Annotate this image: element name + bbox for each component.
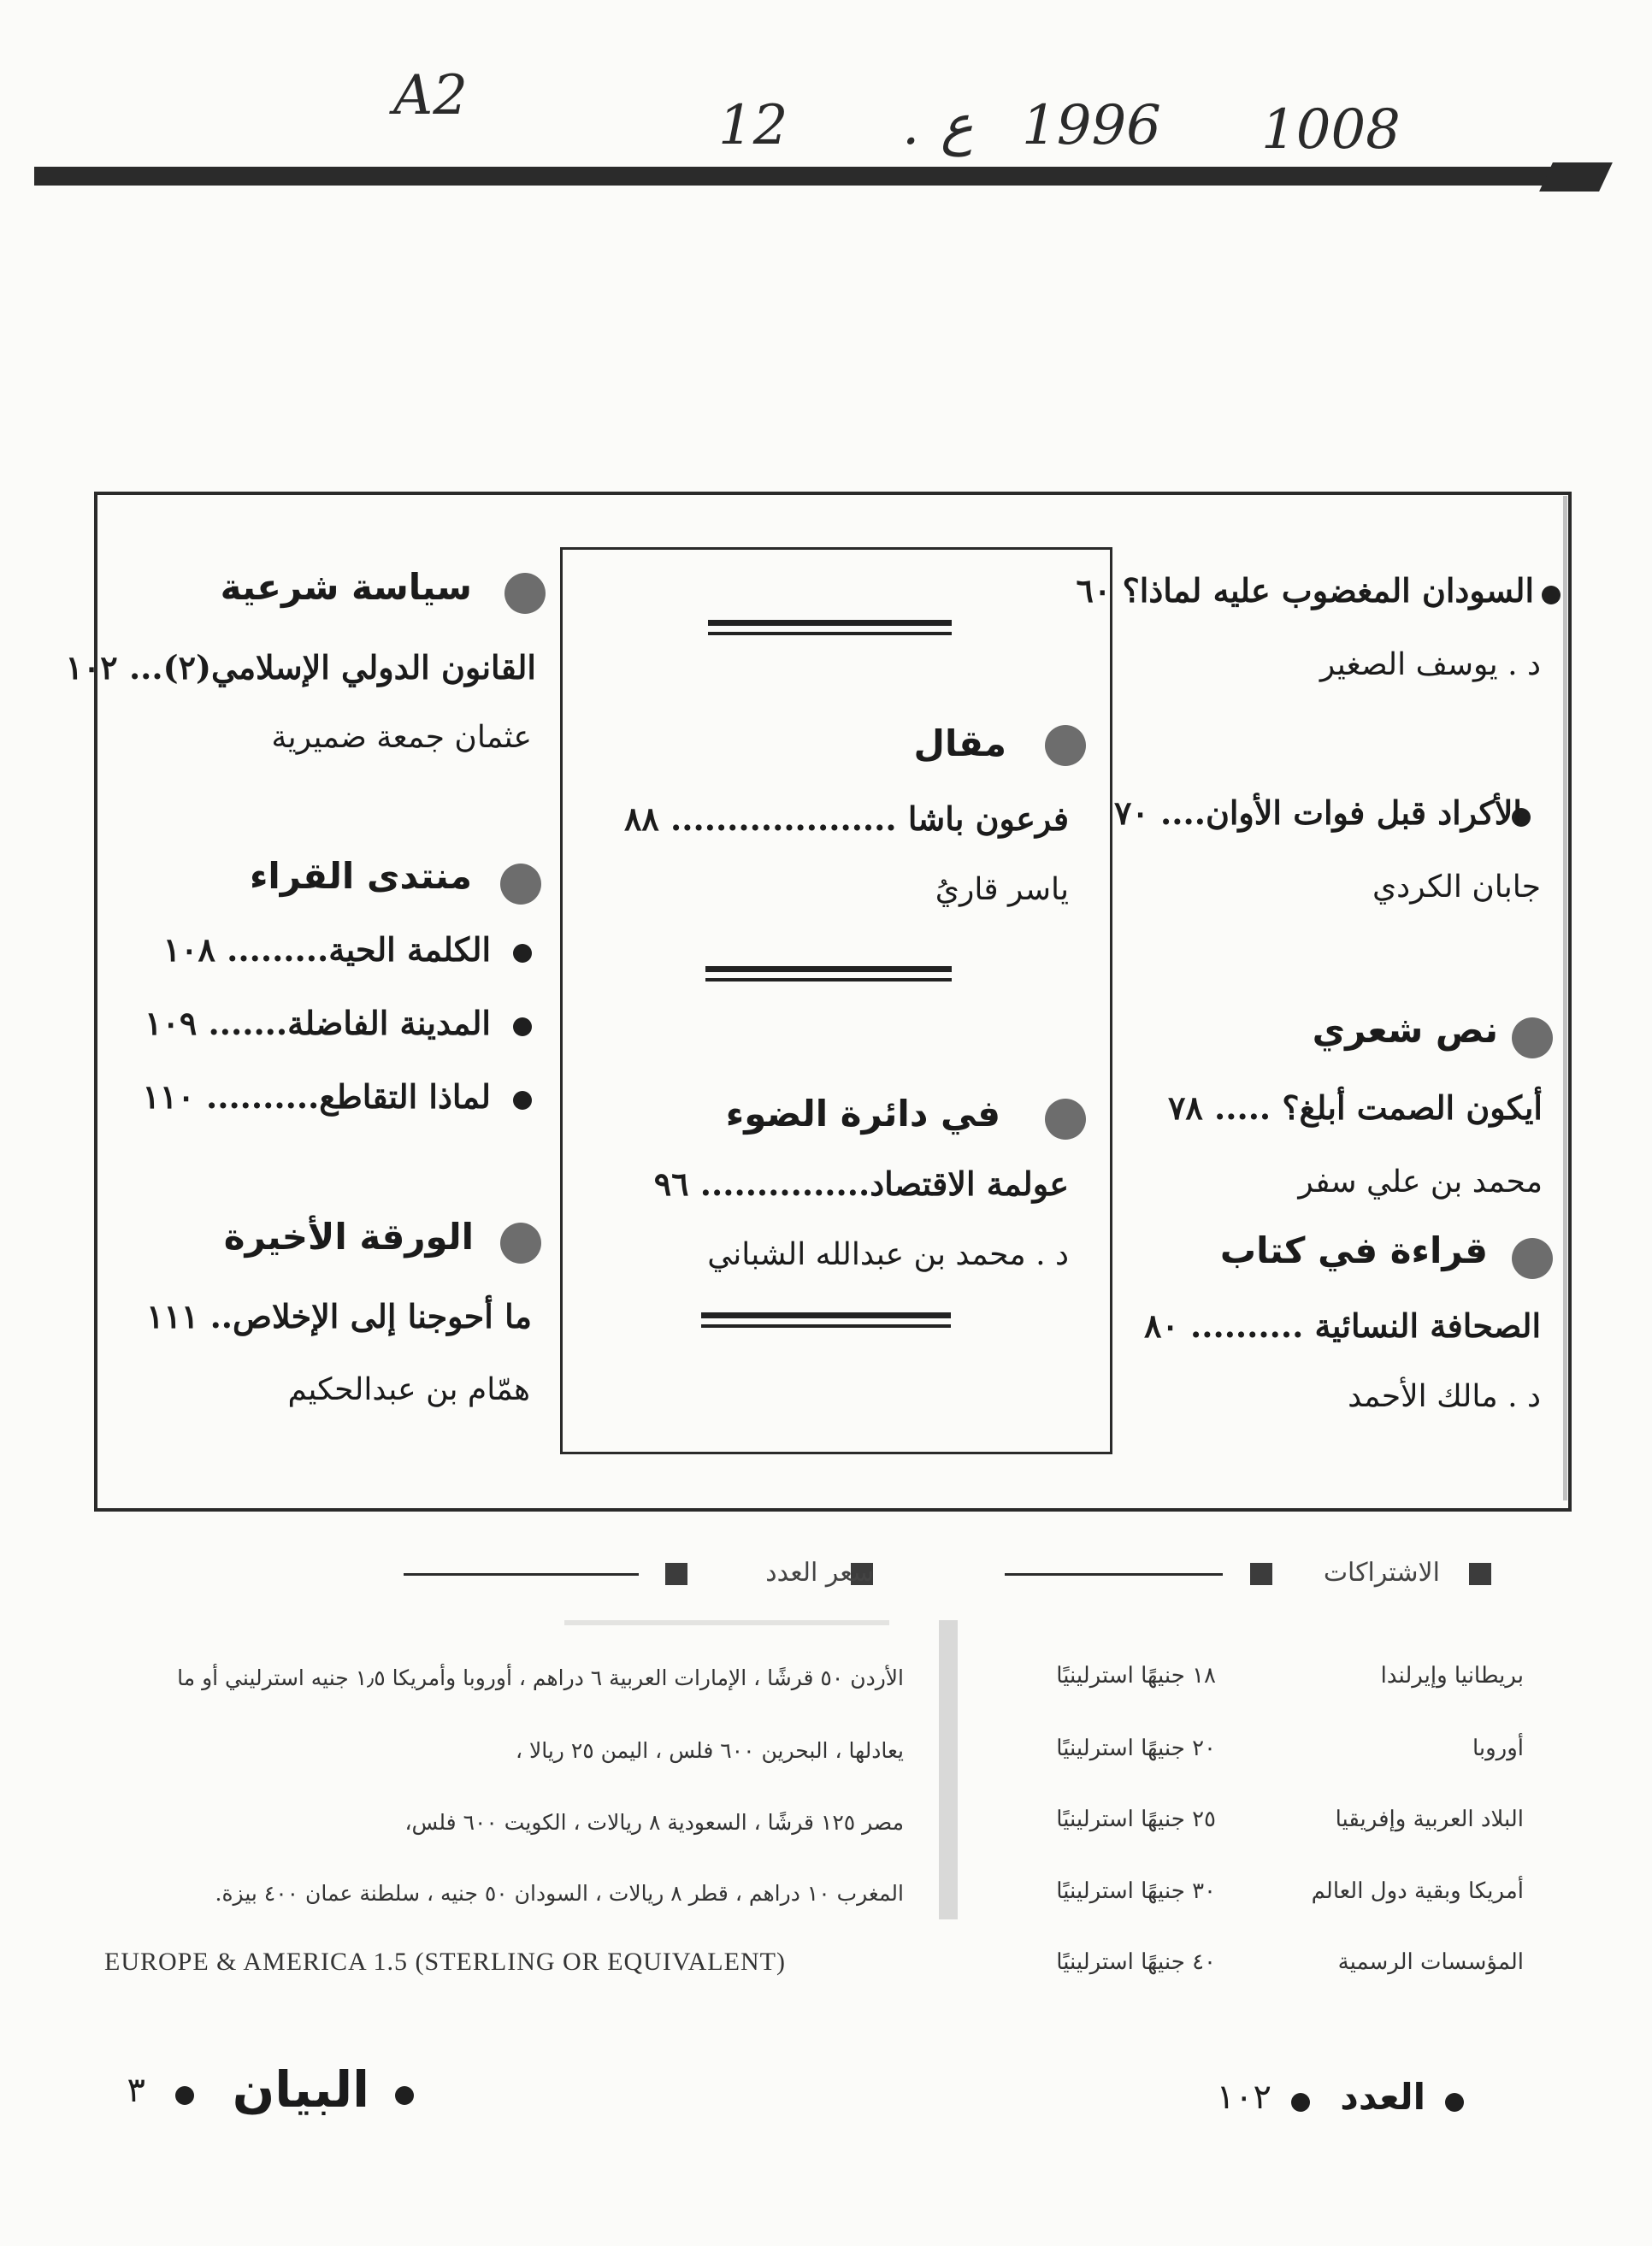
entry-title: الكلمة الحية......... — [227, 930, 491, 969]
toc-entry[interactable] — [1168, 1088, 1543, 1127]
handwritten-ref: 1008 — [1261, 98, 1401, 162]
toc-entry[interactable] — [1077, 571, 1534, 610]
entry-author: د . مالك الأحمد — [1348, 1379, 1541, 1414]
header-rule — [34, 167, 1556, 186]
section-title: نص شعري — [1312, 1009, 1498, 1051]
scan-speck — [1563, 496, 1567, 1500]
section-title: الورقة الأخيرة — [223, 1216, 474, 1258]
section-title: قراءة في كتاب — [1219, 1229, 1488, 1271]
entry-page: ١١١ — [146, 1297, 199, 1335]
section-title: سياسة شرعية — [220, 566, 472, 608]
entry-title: الصحافة النسائية .......... — [1190, 1306, 1541, 1345]
section-bullet-icon — [1045, 725, 1086, 766]
section-bullet-icon — [504, 573, 546, 614]
magazine-logo: البيان — [232, 2060, 369, 2119]
entry-page: ١٠٢ — [65, 648, 118, 687]
bullet-icon — [513, 1017, 532, 1036]
issue-number: ١٠٢ — [1216, 2078, 1271, 2117]
entry-page: ٦٠ — [1076, 571, 1112, 610]
toc-entry[interactable] — [146, 1297, 532, 1335]
bullet-icon — [1445, 2093, 1464, 2112]
sub-price: ١٨ جنيهًا استرلينيًا — [1056, 1663, 1216, 1689]
section-title: مقال — [913, 722, 1006, 764]
issue-price-line: مصر ١٢٥ قرشًا ، السعودية ٨ ريالات ، الكويت ٦٠٠ فلس، — [404, 1810, 904, 1835]
entry-title: الأكراد قبل فوات الأوان.... — [1160, 793, 1522, 832]
entry-author: ياسر قاريُ — [935, 872, 1069, 907]
sub-region: أوروبا — [1472, 1736, 1524, 1761]
section-bullet-icon — [500, 1223, 541, 1264]
sub-price: ٤٠ جنيهًا استرلينيًا — [1056, 1949, 1216, 1975]
entry-title: القانون الدولي الإسلامي(٢)... — [128, 648, 536, 687]
toc-entry[interactable] — [624, 799, 1069, 838]
double-rule — [705, 966, 952, 982]
entry-title: المدينة الفاضلة....... — [208, 1004, 491, 1042]
toc-entry[interactable] — [654, 1164, 1069, 1203]
sub-price: ٣٠ جنيهًا استرلينيًا — [1056, 1878, 1216, 1904]
entry-author: محمد بن علي سفر — [1298, 1164, 1543, 1200]
issue-price-line: يعادلها ، البحرين ٦٠٠ فلس ، اليمن ٢٥ ريالا ، — [515, 1738, 904, 1763]
divider — [404, 1573, 639, 1576]
entry-page: ٩٦ — [653, 1164, 689, 1203]
handwritten-year: 1996 — [1022, 94, 1161, 157]
page-number: ٣ — [127, 2071, 145, 2110]
sub-price: ٢٠ جنيهًا استرلينيًا — [1056, 1736, 1216, 1761]
entry-page: ١٠٨ — [162, 930, 215, 969]
handwritten-number: 12 — [718, 94, 788, 157]
header-rule-end — [1539, 162, 1613, 192]
entry-title: عولمة الاقتصاد............... — [699, 1164, 1069, 1203]
toc-entry[interactable] — [1114, 793, 1522, 832]
entry-title: أيكون الصمت أبلغ؟ ..... — [1214, 1088, 1543, 1127]
entry-page: ٨٠ — [1143, 1306, 1179, 1345]
section-bullet-icon — [1045, 1099, 1086, 1140]
bullet-icon — [1542, 586, 1561, 604]
sub-region: البلاد العربية وإفريقيا — [1335, 1807, 1524, 1832]
bullet-icon — [175, 2086, 194, 2105]
scan-speck — [564, 1620, 889, 1625]
scan-speck — [939, 1620, 958, 1919]
issue-price-latin: EUROPE & AMERICA 1.5 (STERLING OR EQUIVALENT) — [104, 1948, 786, 1976]
entry-page: ١١٠ — [142, 1077, 195, 1116]
toc-entry[interactable] — [1144, 1306, 1541, 1345]
issue-price-line: الأردن ٥٠ قرشًا ، الإمارات العربية ٦ دراهم ، أوروبا وأمريكا ١٫٥ جنيه استرليني أو ما — [177, 1665, 904, 1690]
square-icon — [1250, 1563, 1272, 1585]
handwritten-month: ع — [941, 94, 974, 157]
issue-price-line: المغرب ١٠ دراهم ، قطر ٨ ريالات ، السودان ٥٠ جنيه ، سلطنة عمان ٤٠٠ بيزة. — [215, 1881, 904, 1906]
entry-title: السودان المغضوب عليه لماذا؟ — [1122, 571, 1534, 610]
section-bullet-icon — [500, 864, 541, 905]
section-bullet-icon — [1512, 1017, 1553, 1058]
section-bullet-icon — [1512, 1238, 1553, 1279]
bullet-icon — [513, 944, 532, 963]
sub-region: بريطانيا وإيرلندا — [1380, 1663, 1524, 1689]
section-title: منتدى القراء — [249, 855, 472, 897]
section-title: في دائرة الضوء — [725, 1093, 1000, 1135]
square-icon — [1469, 1563, 1491, 1585]
entry-author: عثمان جمعة ضميرية — [271, 720, 532, 755]
issue-label: العدد — [1340, 2076, 1425, 2118]
toc-entry[interactable] — [145, 1004, 491, 1042]
entry-author: همّام بن عبدالحكيم — [287, 1372, 530, 1407]
entry-author: جابان الكردي — [1372, 870, 1541, 905]
handwritten-code: A2 — [393, 64, 468, 127]
entry-title: لماذا التقاطع.......... — [205, 1077, 491, 1116]
divider — [1005, 1573, 1223, 1576]
subscriptions-header: الاشتراكات — [1323, 1558, 1440, 1588]
entry-page: ٨٨ — [623, 799, 659, 838]
entry-title: ما أحوجنا إلى الإخلاص.. — [209, 1297, 532, 1335]
bullet-icon — [395, 2086, 414, 2105]
square-icon — [665, 1563, 687, 1585]
entry-page: ٧٨ — [1167, 1088, 1203, 1127]
toc-entry[interactable] — [65, 648, 536, 687]
toc-entry[interactable] — [163, 930, 491, 969]
bullet-icon — [1291, 2093, 1310, 2112]
handwritten-dot: . — [902, 94, 920, 157]
double-rule — [701, 1312, 951, 1328]
toc-entry[interactable] — [143, 1077, 491, 1116]
bullet-icon — [513, 1091, 532, 1110]
entry-author: د . محمد بن عبدالله الشباني — [707, 1237, 1069, 1272]
sub-price: ٢٥ جنيهًا استرلينيًا — [1056, 1807, 1216, 1832]
issue-price-header: سعر العدد — [765, 1558, 874, 1588]
sub-region: المؤسسات الرسمية — [1337, 1949, 1524, 1975]
double-rule — [708, 620, 952, 635]
entry-author: د . يوسف الصغير — [1319, 647, 1541, 682]
entry-page: ٧٠ — [1113, 793, 1149, 832]
entry-title: فرعون باشا .................... — [670, 799, 1069, 838]
entry-page: ١٠٩ — [145, 1004, 198, 1042]
sub-region: أمريكا وبقية دول العالم — [1311, 1878, 1524, 1904]
